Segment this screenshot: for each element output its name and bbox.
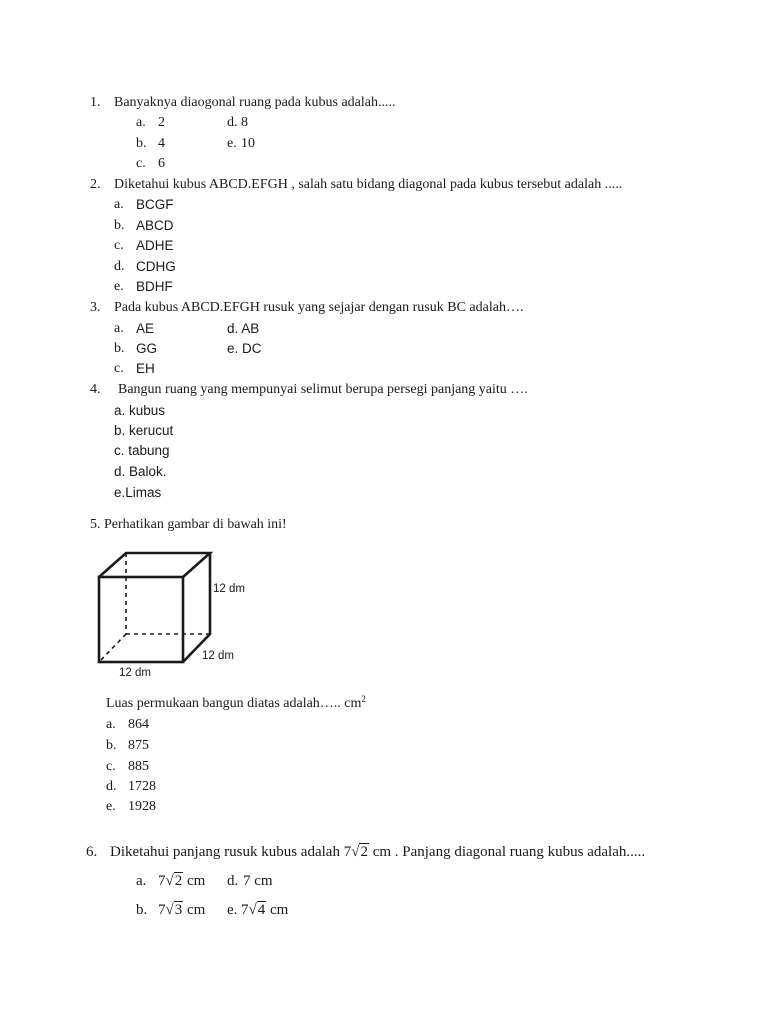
option-letter: b. <box>114 341 125 356</box>
option-text: CDHG <box>136 259 176 274</box>
option-text: 864 <box>128 717 149 732</box>
option-letter: a. <box>114 197 124 212</box>
option-text: BDHF <box>136 279 173 294</box>
option-letter: c. <box>114 361 124 376</box>
option-letter: d. <box>114 259 125 274</box>
option-text: c. tabung <box>114 443 170 458</box>
option-letter: d. <box>106 779 117 794</box>
cube-figure <box>92 546 252 680</box>
option-text: 1928 <box>128 799 156 814</box>
option-text: GG <box>136 341 158 356</box>
option-letter: b. <box>106 738 117 753</box>
option-text: 8 <box>241 115 248 130</box>
question-number: 6. <box>86 844 98 860</box>
option-text: ABCD <box>136 218 174 233</box>
question-text: Pada kubus ABCD.EFGH rusuk yang sejajar dengan rusuk BC adalah…. <box>114 300 524 315</box>
option-letter: d. <box>227 115 238 130</box>
option-letter: e. <box>114 279 124 294</box>
option-text: e. DC <box>227 341 262 356</box>
option-letter: b. <box>136 902 148 918</box>
option-letter: b. <box>114 218 125 233</box>
option-letter: a. <box>136 115 146 130</box>
depth-label: 12 dm <box>202 650 234 662</box>
option-text: 7 cm <box>243 873 273 889</box>
option-letter: b. <box>136 136 147 151</box>
question-heading: 5. Perhatikan gambar di bawah ini! <box>90 517 287 532</box>
option-text: 875 <box>128 738 149 753</box>
option-letter: c. <box>114 238 124 253</box>
option-text: 10 <box>241 136 255 151</box>
option-text: b. kerucut <box>114 423 174 438</box>
question-number: 3. <box>90 300 101 315</box>
option-letter: a. <box>114 321 124 336</box>
cube-hidden-edge-depth <box>99 634 126 662</box>
question-text: Diketahui panjang rusuk kubus adalah 7√2 cm . Panjang diagonal ruang kubus adalah..... <box>110 844 646 860</box>
option-letter: e. <box>227 902 238 918</box>
cube-front-face <box>99 577 183 662</box>
option-letter: c. <box>106 759 116 774</box>
option-letter: a. <box>136 873 147 889</box>
option-letter: c. <box>136 156 146 171</box>
option-text: 885 <box>128 759 149 774</box>
option-text: 4 <box>158 136 165 151</box>
cube-right-face <box>183 553 210 662</box>
question-text: Banyaknya diaogonal ruang pada kubus adalah..... <box>114 95 396 110</box>
cube-top-face <box>99 553 210 577</box>
option-text: 6 <box>158 156 165 171</box>
option-text: 1728 <box>128 779 156 794</box>
square-root: √3 <box>165 902 183 918</box>
width-label: 12 dm <box>119 667 151 679</box>
option-text: 7√2 cm <box>158 873 206 889</box>
option-letter: e. <box>106 799 116 814</box>
option-letter: a. <box>106 717 116 732</box>
option-text: a. kubus <box>114 403 166 418</box>
option-text: d. Balok. <box>114 464 167 479</box>
square-root: √2 <box>165 873 183 889</box>
question-number: 4. <box>90 382 101 397</box>
option-letter: e. <box>227 136 237 151</box>
height-label: 12 dm <box>213 583 245 595</box>
question-text: Diketahui kubus ABCD.EFGH , salah satu bidang diagonal pada kubus tersebut adalah ..... <box>114 177 623 192</box>
option-text: 7√4 cm <box>241 902 289 918</box>
option-text: 7√3 cm <box>158 902 206 918</box>
question-number: 2. <box>90 177 101 192</box>
question-number: 1. <box>90 95 101 110</box>
square-root: √2 <box>351 844 368 860</box>
question-text: Luas permukaan bangun diatas adalah….. $cm^2$ <box>106 694 366 711</box>
option-text: BCGF <box>136 197 174 212</box>
superscript-exponent: 2 <box>361 694 366 704</box>
option-text: ADHE <box>136 238 174 253</box>
option-text: AE <box>136 321 155 336</box>
option-letter: d. <box>227 873 239 889</box>
option-text: e.Limas <box>114 485 162 500</box>
square-root: √4 <box>248 902 266 918</box>
question-text: Bangun ruang yang mempunyai selimut berupa persegi panjang yaitu …. <box>118 382 528 397</box>
option-text: 2 <box>158 115 165 130</box>
option-text: EH <box>136 361 155 376</box>
option-text: d. AB <box>227 321 260 336</box>
